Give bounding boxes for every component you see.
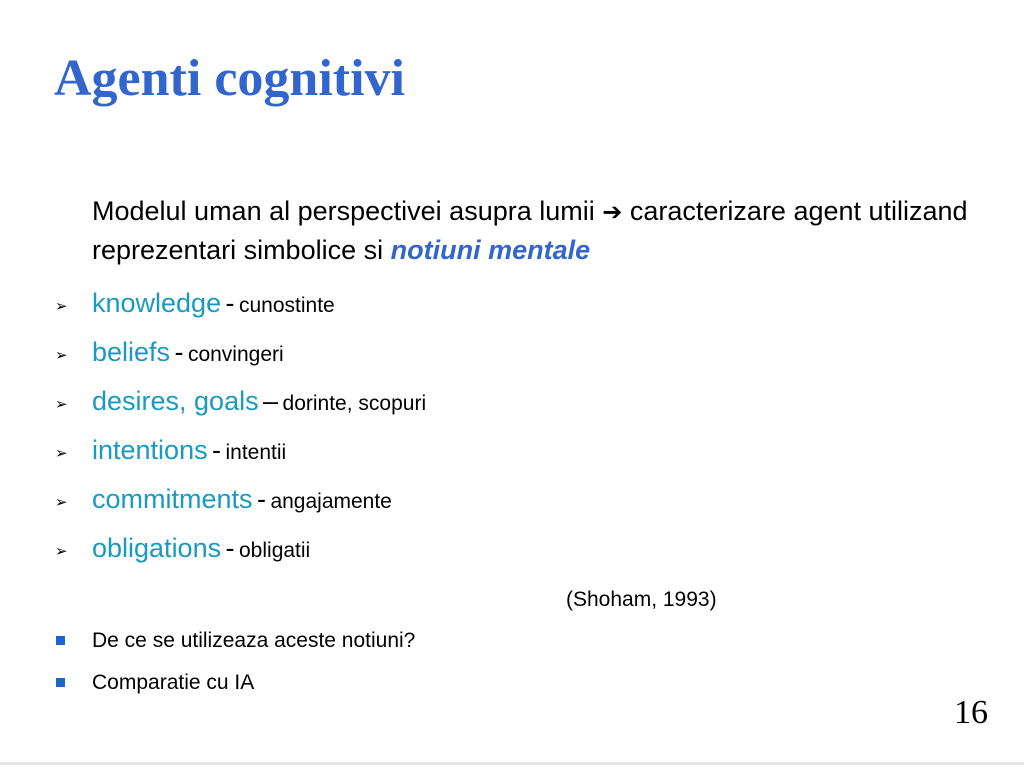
concept-term: commitments xyxy=(92,484,253,514)
concept-separator: – xyxy=(263,386,279,416)
slide-title: Agenti cognitivi xyxy=(54,50,405,107)
concept-term: desires, goals xyxy=(92,386,259,416)
intro-text-after-arrow: caracterizare agent utilizand reprezentari simbolice si xyxy=(92,196,968,265)
arrowhead-bullet-icon: ➢ xyxy=(55,346,68,364)
concept-text xyxy=(92,384,426,423)
concept-text xyxy=(92,286,335,325)
right-arrow-icon: ➔ xyxy=(602,198,623,226)
concept-translation: intentii xyxy=(225,441,287,464)
arrowhead-bullet-icon: ➢ xyxy=(55,395,68,413)
question-text: Comparatie cu IA xyxy=(92,671,255,694)
bottom-divider xyxy=(0,762,1024,765)
square-bullet-icon xyxy=(56,636,65,645)
concept-separator: - xyxy=(174,337,184,367)
arrowhead-bullet-icon: ➢ xyxy=(55,297,68,315)
concept-term: intentions xyxy=(92,435,208,465)
arrowhead-bullet-icon: ➢ xyxy=(55,493,68,511)
intro-paragraph xyxy=(92,192,992,269)
concept-term: knowledge xyxy=(92,288,222,318)
concept-term: obligations xyxy=(92,533,222,563)
concept-separator: - xyxy=(225,533,235,563)
concept-translation: angajamente xyxy=(270,490,392,513)
intro-emphasis: notiuni mentale xyxy=(390,235,591,265)
arrowhead-bullet-icon: ➢ xyxy=(55,444,68,462)
concept-separator: - xyxy=(225,288,235,318)
citation: (Shoham, 1993) xyxy=(566,588,717,611)
concept-separator: - xyxy=(256,484,266,514)
square-bullet-icon xyxy=(56,678,65,687)
concept-translation: cunostinte xyxy=(239,294,335,317)
arrowhead-bullet-icon: ➢ xyxy=(55,542,68,560)
concept-term: beliefs xyxy=(92,337,171,367)
question-text: De ce se utilizeaza aceste notiuni? xyxy=(92,629,416,652)
concept-translation: obligatii xyxy=(239,539,311,562)
intro-text-before-arrow: Modelul uman al perspectivei asupra lumii xyxy=(92,196,595,226)
concept-text xyxy=(92,531,310,570)
page-number: 16 xyxy=(954,694,988,731)
concept-translation: convingeri xyxy=(187,343,284,366)
concept-text xyxy=(92,433,286,472)
concept-translation: dorinte, scopuri xyxy=(282,392,427,415)
concept-separator: - xyxy=(212,435,222,465)
concept-text xyxy=(92,482,392,521)
concept-text xyxy=(92,335,284,374)
